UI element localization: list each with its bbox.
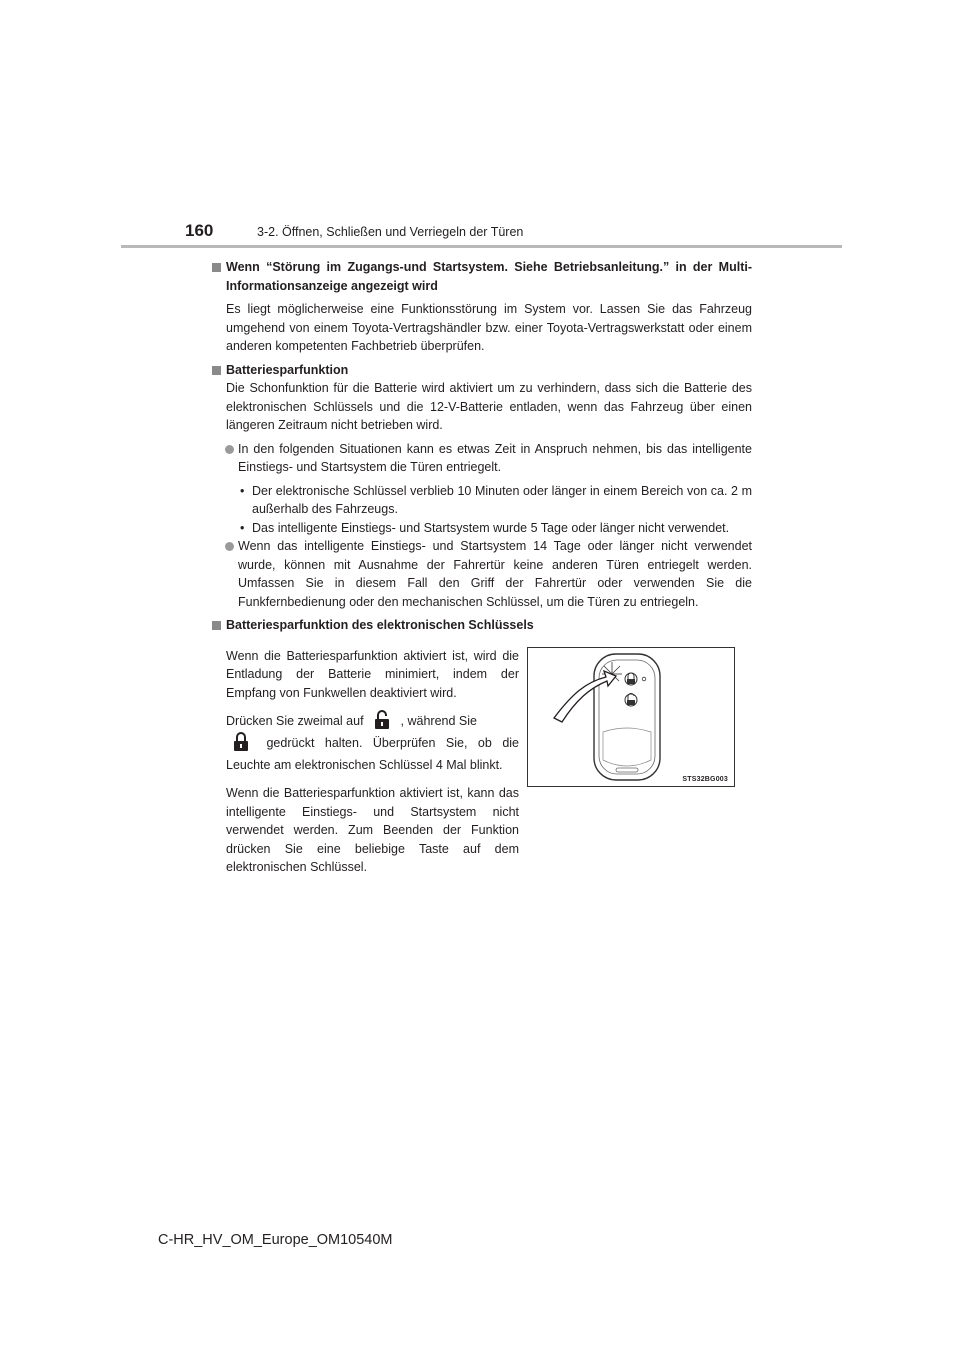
sub-bullet-text: Das intelligente Einstiegs- und Startsystem wurde 5 Tage oder länger nicht verwendet. (252, 520, 730, 535)
paragraph-key-saver-2 (212, 710, 519, 776)
sub-bullet-item (212, 482, 752, 519)
sub-bullet-mark: • (240, 520, 245, 535)
bullet-item (212, 440, 752, 477)
heading-key-saver-text: Batteriesparfunktion des elektronischen Schlüssels (226, 618, 534, 632)
section-title: 3-2. Öffnen, Schließen und Verriegeln der Türen (257, 225, 524, 239)
sub-bullet-text: Der elektronische Schlüssel verblieb 10 Minuten oder länger in einem Bereich von ca. 2 m außerhalb des Fahrzeugs. (252, 483, 752, 516)
heading-battery-saver-text: Batteriesparfunktion (226, 362, 349, 377)
paragraph-key-saver-1: Wenn die Batteriesparfunktion aktiviert ist, wird die Entladung der Batterie minimiert, indem der Empfang von Funkwellen deaktiviert wird. (226, 648, 519, 700)
round-bullet-icon (225, 542, 234, 551)
footer-text: C-HR_HV_OM_Europe_OM10540M (158, 1232, 393, 1248)
heading-key-saver (212, 616, 752, 635)
heading-battery-saver (212, 361, 752, 380)
key-fob-illustration (527, 647, 735, 787)
page-number: 160 (185, 221, 214, 240)
lock-icon (228, 732, 254, 752)
paragraph-fault: Es liegt möglicherweise eine Funktionsstörung im System vor. Lassen Sie das Fahrzeug umgehend von einem Toyota-Vertragshändler bzw. einer Toyota-Vertragswerkstatt oder einem anderen kompetenten Fachbetrieb überprüfen. (226, 302, 752, 353)
sub-bullet-item (212, 519, 752, 538)
text-part: gedrückt halten. Überprüfen Sie, ob die Leuchte am elektronischen Schlüssel 4 Mal blinkt. (226, 736, 519, 772)
heading-fault (212, 258, 752, 295)
heading-fault-text: Wenn “Störung im Zugangs-und Startsystem. Siehe Betriebsanleitung.” in der Multi-Informationsanzeige angezeigt wird (226, 260, 752, 293)
figure-label: STS32BG003 (682, 776, 728, 783)
paragraph-battery-saver: Die Schonfunktion für die Batterie wird aktiviert um zu verhindern, dass sich die Batterie des elektronischen Schlüssels und die 12-V-Batterie entladen, wenn das Fahrzeug über einen längeren Zeitraum nicht betrieben wird. (226, 381, 752, 432)
paragraph-key-saver-3: Wenn die Batteriesparfunktion aktiviert ist, kann das intelligente Einstiegs- und Startsystem nicht verwendet werden. Zum Beenden der Funktion drücken Sie eine beliebige Taste auf dem elektronischen Schlüssel. (226, 786, 519, 874)
round-bullet-icon (225, 445, 234, 454)
sub-bullet-mark: • (240, 483, 245, 498)
header-rule (121, 245, 842, 248)
square-bullet-icon (212, 621, 221, 630)
text-part: Drücken Sie zweimal auf (226, 714, 364, 728)
key-fob-icon (528, 648, 734, 786)
square-bullet-icon (212, 366, 221, 375)
bullet-text: Wenn das intelligente Einstiegs- und Startsystem 14 Tage oder länger nicht verwendet wurde, können mit Ausnahme der Fahrertür keine anderen Türen entriegelt werden. Umfassen Sie in diesem Fall den Griff der Fahrertür oder verwenden Sie die Funkfernbedienung oder den mechanischen Schlüssel, um die Türen zu entriegeln. (238, 539, 752, 609)
bullet-text: In den folgenden Situationen kann es etwas Zeit in Anspruch nehmen, bis das intelligente Einstiegs- und Startsystem die Türen entriegelt. (238, 441, 752, 474)
text-part: , während Sie (400, 714, 477, 728)
unlock-icon (369, 710, 395, 730)
bullet-item (212, 537, 752, 611)
square-bullet-icon (212, 263, 221, 272)
